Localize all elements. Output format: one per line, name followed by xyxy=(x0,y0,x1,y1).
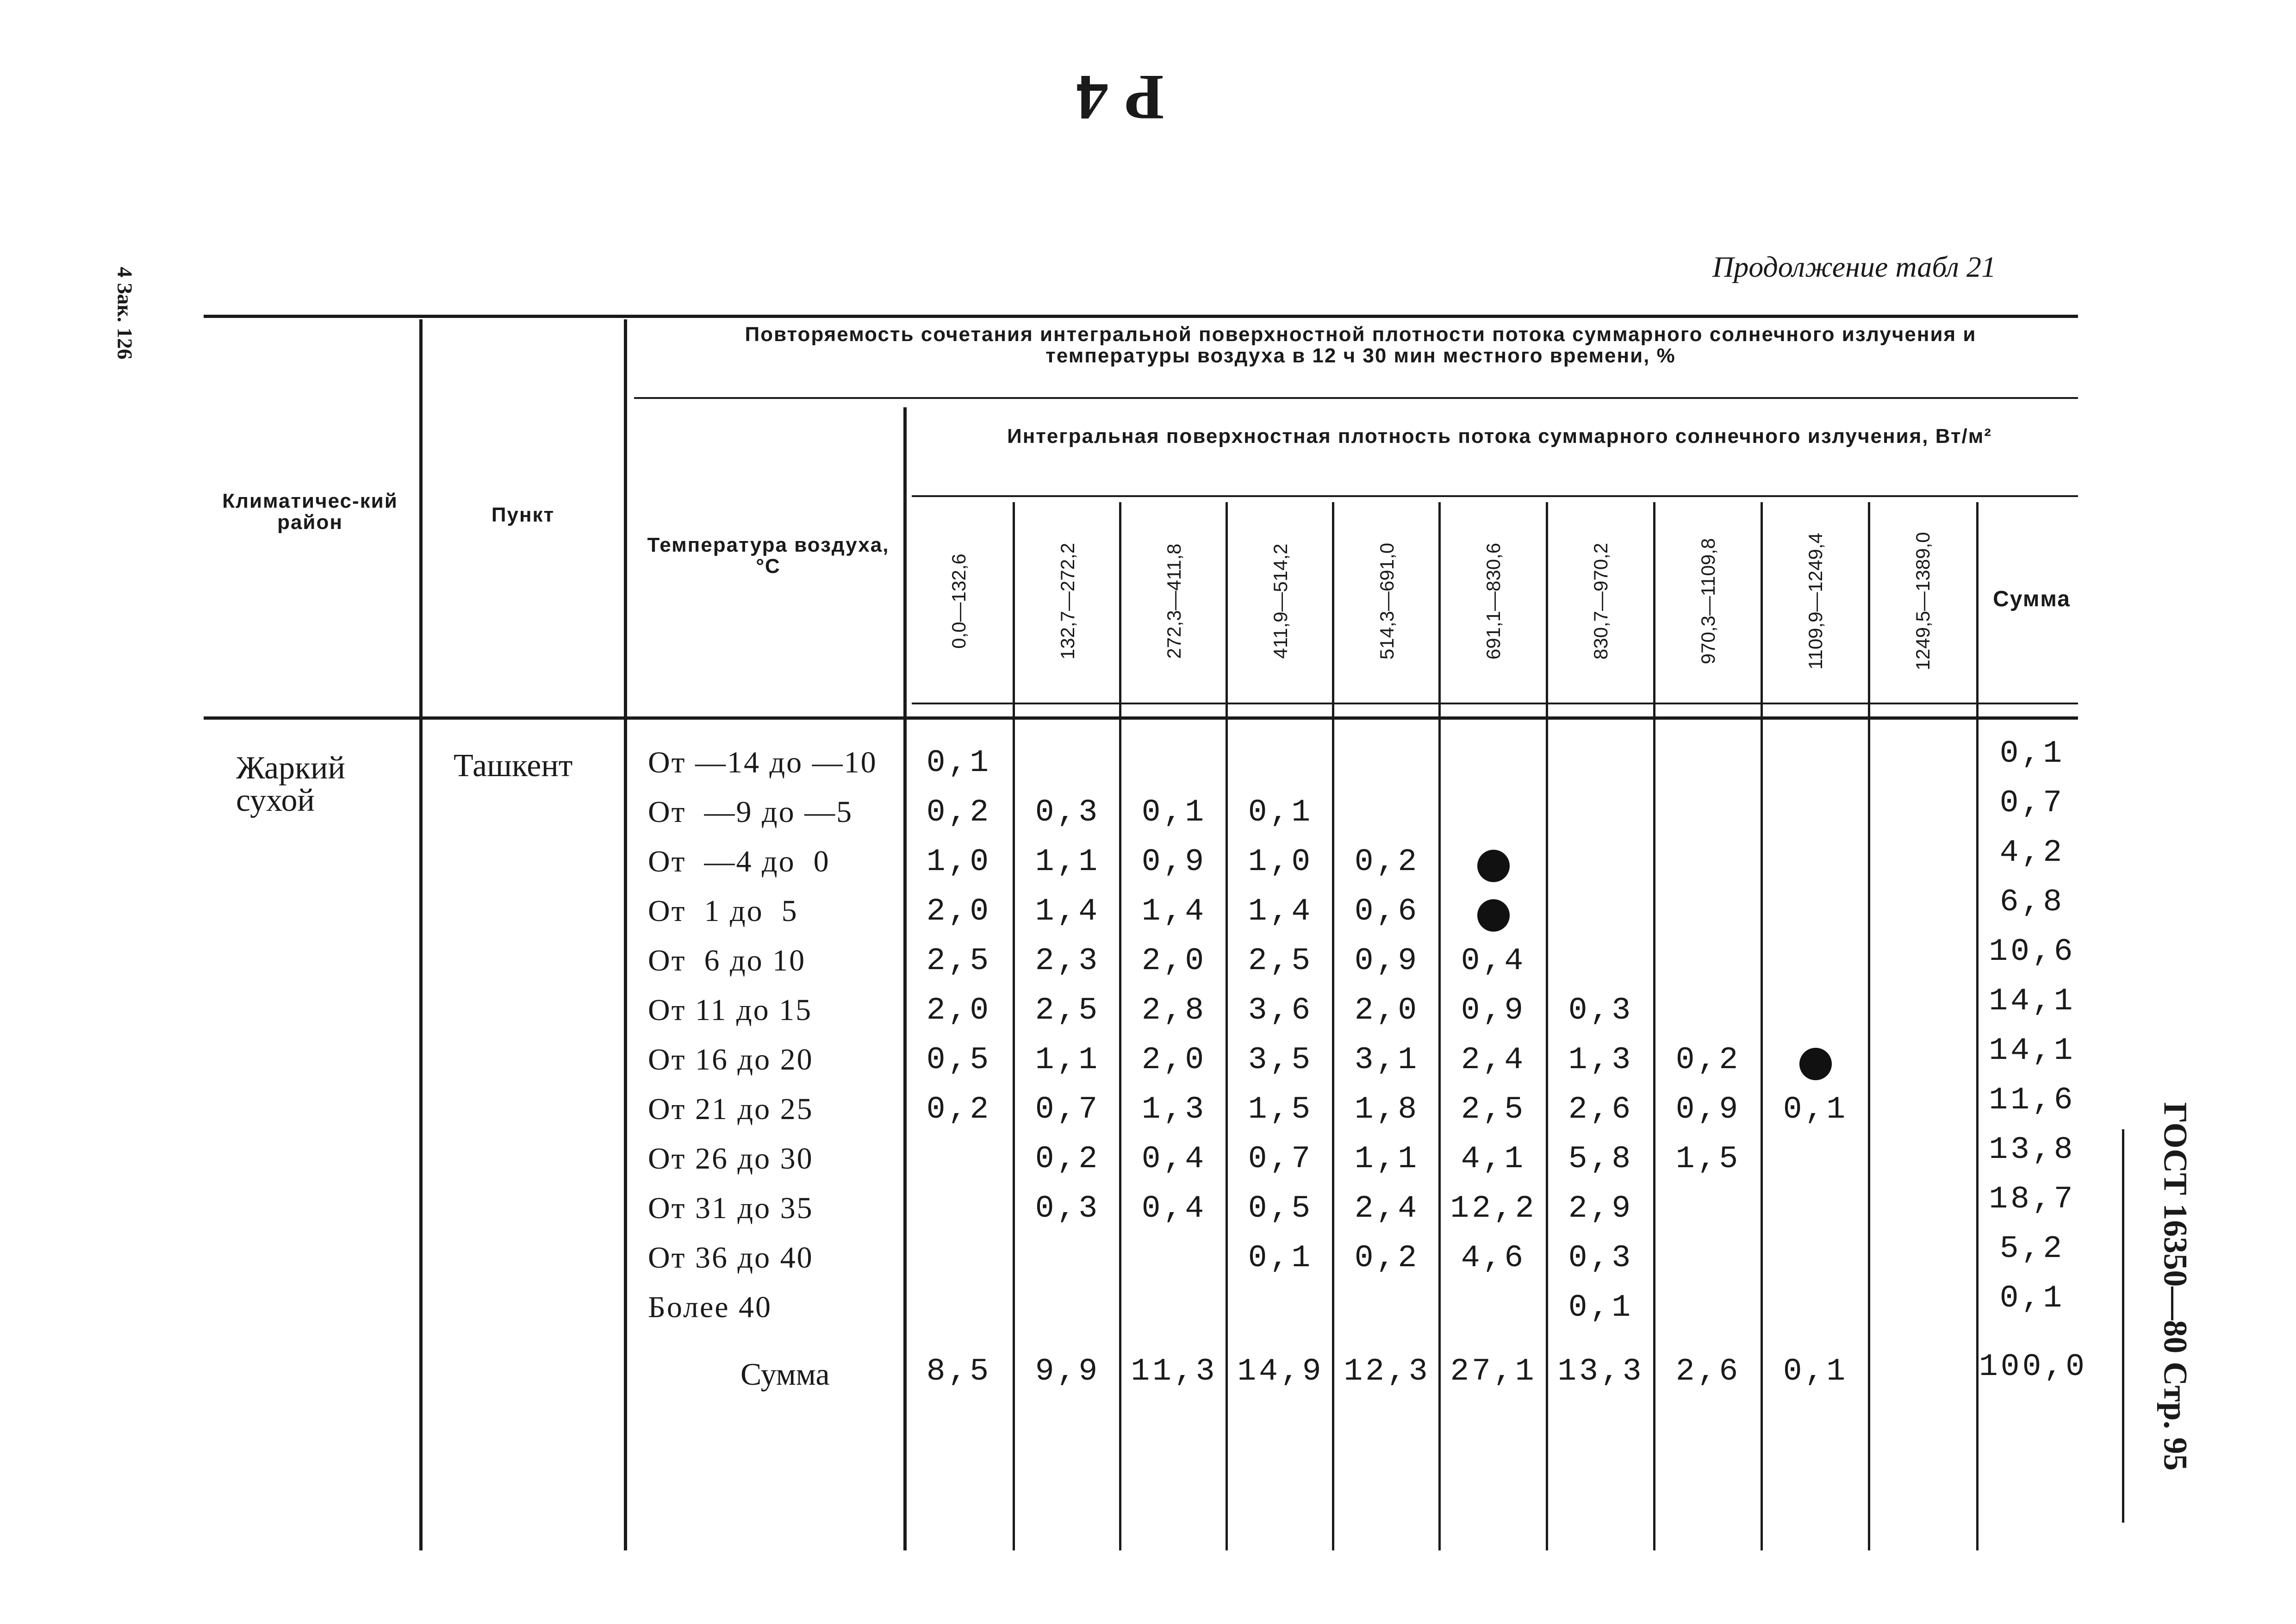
temperature-range-label: От 31 до 35 xyxy=(648,1191,814,1225)
gost-page-number: ГОСТ 16350—80 Стр. 95 xyxy=(2157,1102,2194,1471)
negligible-value-dot xyxy=(1477,850,1510,882)
table-cell: 2,9 xyxy=(1568,1191,1634,1226)
table-cell: 1,5 xyxy=(1675,1141,1741,1177)
row-sum-cell: 0,1 xyxy=(1999,736,2065,772)
header-point: Пункт xyxy=(491,504,555,526)
radiation-range-label: 691,1—830,6 xyxy=(1482,542,1504,660)
temperature-range-label: От 21 до 25 xyxy=(648,1092,814,1126)
table-cell: 0,1 xyxy=(926,745,992,781)
header-radiation: Интегральная поверхностная плотность потока суммарного солнечного излучения, Вт/м² xyxy=(1007,425,1992,448)
temperature-range-label: От 26 до 30 xyxy=(648,1142,814,1176)
column-total-cell: 2,6 xyxy=(1675,1354,1741,1389)
table-cell: 0,2 xyxy=(1354,844,1420,880)
table-cell: 2,5 xyxy=(1461,1092,1526,1127)
table-cell: 0,3 xyxy=(1568,993,1634,1028)
column-total-cell: 11,3 xyxy=(1131,1354,1218,1389)
gost-side-rule xyxy=(2122,1129,2124,1523)
table-cell: 1,4 xyxy=(1248,894,1313,929)
table-cell: 2,0 xyxy=(1141,1042,1207,1078)
row-sum-cell: 14,1 xyxy=(1989,1033,2076,1069)
row-sum-cell: 0,1 xyxy=(1999,1281,2065,1316)
table-cell: 1,1 xyxy=(1035,844,1101,880)
climatic-region-value: Жаркий сухой xyxy=(236,750,345,818)
table-cell: 1,0 xyxy=(926,844,992,880)
table-cell: 3,6 xyxy=(1248,993,1313,1028)
table-cell: 0,7 xyxy=(1035,1092,1101,1127)
table-cell: 2,0 xyxy=(926,993,992,1028)
radiation-header-rule xyxy=(912,495,2078,497)
col-rule-10 xyxy=(1976,502,1979,1550)
header-group-title: Повторяемость сочетания интегральной поверхностной плотности потока суммарного солнечного излучения и температуры воздуха в 12 ч 30 мин местного времени, % xyxy=(745,323,1977,367)
table-cell: 0,2 xyxy=(1035,1141,1101,1177)
table-cell: 0,1 xyxy=(1248,795,1313,830)
table-cell: 0,4 xyxy=(1461,943,1526,979)
row-sum-cell: 10,6 xyxy=(1989,934,2076,970)
table-cell: 0,5 xyxy=(1248,1191,1313,1226)
table-cell: 2,0 xyxy=(1354,993,1420,1028)
row-sum-cell: 0,7 xyxy=(1999,785,2065,821)
table-top-rule xyxy=(204,315,2078,318)
table-cell: 4,6 xyxy=(1461,1240,1526,1276)
table-cell: 0,1 xyxy=(1141,795,1207,830)
table-cell: 0,9 xyxy=(1141,844,1207,880)
row-sum-cell: 4,2 xyxy=(1999,835,2065,871)
table-cell: 0,3 xyxy=(1035,1191,1101,1226)
column-total-cell: 14,9 xyxy=(1237,1354,1324,1389)
table-cell: 2,5 xyxy=(1248,943,1313,979)
table-cell: 0,9 xyxy=(1675,1092,1741,1127)
table-cell: 2,0 xyxy=(1141,943,1207,979)
table-cell: 2,0 xyxy=(926,894,992,929)
radiation-range-label: 970,3—1109,8 xyxy=(1697,538,1719,665)
table-cell: 1,4 xyxy=(1035,894,1101,929)
radiation-range-label: 514,3—691,0 xyxy=(1376,542,1398,660)
header-temperature: Температура воздуха, °С xyxy=(647,534,890,578)
table-cell: 3,5 xyxy=(1248,1042,1313,1078)
table-cell: 0,5 xyxy=(926,1042,992,1078)
table-cell: 2,4 xyxy=(1461,1042,1526,1078)
table-cell: 0,2 xyxy=(1675,1042,1741,1078)
table-cell: 2,6 xyxy=(1568,1092,1634,1127)
table-cell: 0,9 xyxy=(1461,993,1526,1028)
row-sum-cell: 5,2 xyxy=(1999,1231,2065,1267)
column-total-cell: 12,3 xyxy=(1344,1354,1431,1389)
column-total-cell: 13,3 xyxy=(1557,1354,1644,1389)
table-cell: 0,3 xyxy=(1035,795,1101,830)
col-rule-8 xyxy=(1761,502,1763,1550)
table-cell: 2,5 xyxy=(1035,993,1101,1028)
table-cell: 1,5 xyxy=(1248,1092,1313,1127)
radiation-range-label: 830,7—970,2 xyxy=(1590,542,1612,660)
temperature-range-label: От 16 до 20 xyxy=(648,1043,814,1076)
table-cell: 1,0 xyxy=(1248,844,1313,880)
table-continuation-label: Продолжение табл 21 xyxy=(1712,250,1996,283)
radiation-range-label: 411,9—514,2 xyxy=(1269,543,1291,659)
column-total-cell: 8,5 xyxy=(926,1354,992,1389)
page-header-mark: Р 4 xyxy=(1076,62,1164,133)
radiation-range-label: 1109,9—1249,4 xyxy=(1804,533,1826,670)
table-cell: 5,8 xyxy=(1568,1141,1634,1177)
table-cell: 0,2 xyxy=(926,795,992,830)
row-sum-cell: 13,8 xyxy=(1989,1132,2076,1168)
table-cell: 1,3 xyxy=(1568,1042,1634,1078)
radiation-range-label: 132,7—272,2 xyxy=(1057,542,1078,660)
group-header-rule xyxy=(634,397,2078,399)
row-sum-cell: 6,8 xyxy=(1999,884,2065,920)
header-climatic-region: Климатичес-кий район xyxy=(222,490,398,534)
table-cell: 0,1 xyxy=(1248,1240,1313,1276)
total-row-label: Сумма xyxy=(740,1356,830,1392)
column-total-cell: 0,1 xyxy=(1783,1354,1848,1389)
table-cell: 0,4 xyxy=(1141,1191,1207,1226)
temperature-range-label: От 11 до 15 xyxy=(648,993,813,1027)
radiation-range-label: 0,0—132,6 xyxy=(948,554,970,649)
table-cell: 0,2 xyxy=(926,1092,992,1127)
table-cell: 4,1 xyxy=(1461,1141,1526,1177)
table-cell: 2,3 xyxy=(1035,943,1101,979)
table-cell: 0,3 xyxy=(1568,1240,1634,1276)
grand-total-cell: 100,0 xyxy=(1979,1349,2088,1385)
table-cell: 1,1 xyxy=(1035,1042,1101,1078)
table-cell: 0,6 xyxy=(1354,894,1420,929)
col-rule-point xyxy=(624,319,627,1550)
column-total-cell: 9,9 xyxy=(1035,1354,1101,1389)
row-sum-cell: 18,7 xyxy=(1989,1182,2076,1217)
left-margin-note: 4 Зак. 126 xyxy=(113,267,137,360)
radiation-cols-bottom-rule xyxy=(912,703,2078,704)
negligible-value-dot xyxy=(1477,899,1510,932)
table-cell: 0,7 xyxy=(1248,1141,1313,1177)
table-cell: 1,3 xyxy=(1141,1092,1207,1127)
table-cell: 2,4 xyxy=(1354,1191,1420,1226)
table-cell: 2,5 xyxy=(926,943,992,979)
row-sum-cell: 14,1 xyxy=(1989,983,2076,1019)
temperature-range-label: Более 40 xyxy=(648,1290,772,1324)
column-total-cell: 27,1 xyxy=(1450,1354,1537,1389)
col-rule-9 xyxy=(1868,502,1870,1550)
table-cell: 1,1 xyxy=(1354,1141,1420,1177)
negligible-value-dot xyxy=(1799,1048,1832,1080)
temperature-range-label: От 1 до 5 xyxy=(648,894,798,928)
temperature-range-label: От —14 до —10 xyxy=(648,746,877,779)
radiation-range-label: 1249,5—1389,0 xyxy=(1912,532,1934,671)
table-cell: 3,1 xyxy=(1354,1042,1420,1078)
table-cell: 0,1 xyxy=(1568,1290,1634,1325)
temperature-range-label: От —9 до —5 xyxy=(648,795,853,829)
table-cell: 12,2 xyxy=(1450,1191,1537,1226)
header-bottom-rule xyxy=(204,716,2078,720)
table-cell: 2,8 xyxy=(1141,993,1207,1028)
table-cell: 0,4 xyxy=(1141,1141,1207,1177)
col-rule-region xyxy=(419,319,423,1550)
point-value: Ташкент xyxy=(454,748,573,784)
table-cell: 0,2 xyxy=(1354,1240,1420,1276)
temperature-range-label: От —4 до 0 xyxy=(648,845,830,878)
header-sum: Сумма xyxy=(1993,587,2071,611)
row-sum-cell: 11,6 xyxy=(1989,1083,2076,1118)
table-cell: 1,4 xyxy=(1141,894,1207,929)
temperature-range-label: От 36 до 40 xyxy=(648,1241,814,1275)
table-cell: 1,8 xyxy=(1354,1092,1420,1127)
table-cell: 0,1 xyxy=(1783,1092,1848,1127)
table-cell: 0,9 xyxy=(1354,943,1420,979)
temperature-range-label: От 6 до 10 xyxy=(648,944,806,977)
radiation-range-label: 272,3—411,8 xyxy=(1163,543,1185,659)
